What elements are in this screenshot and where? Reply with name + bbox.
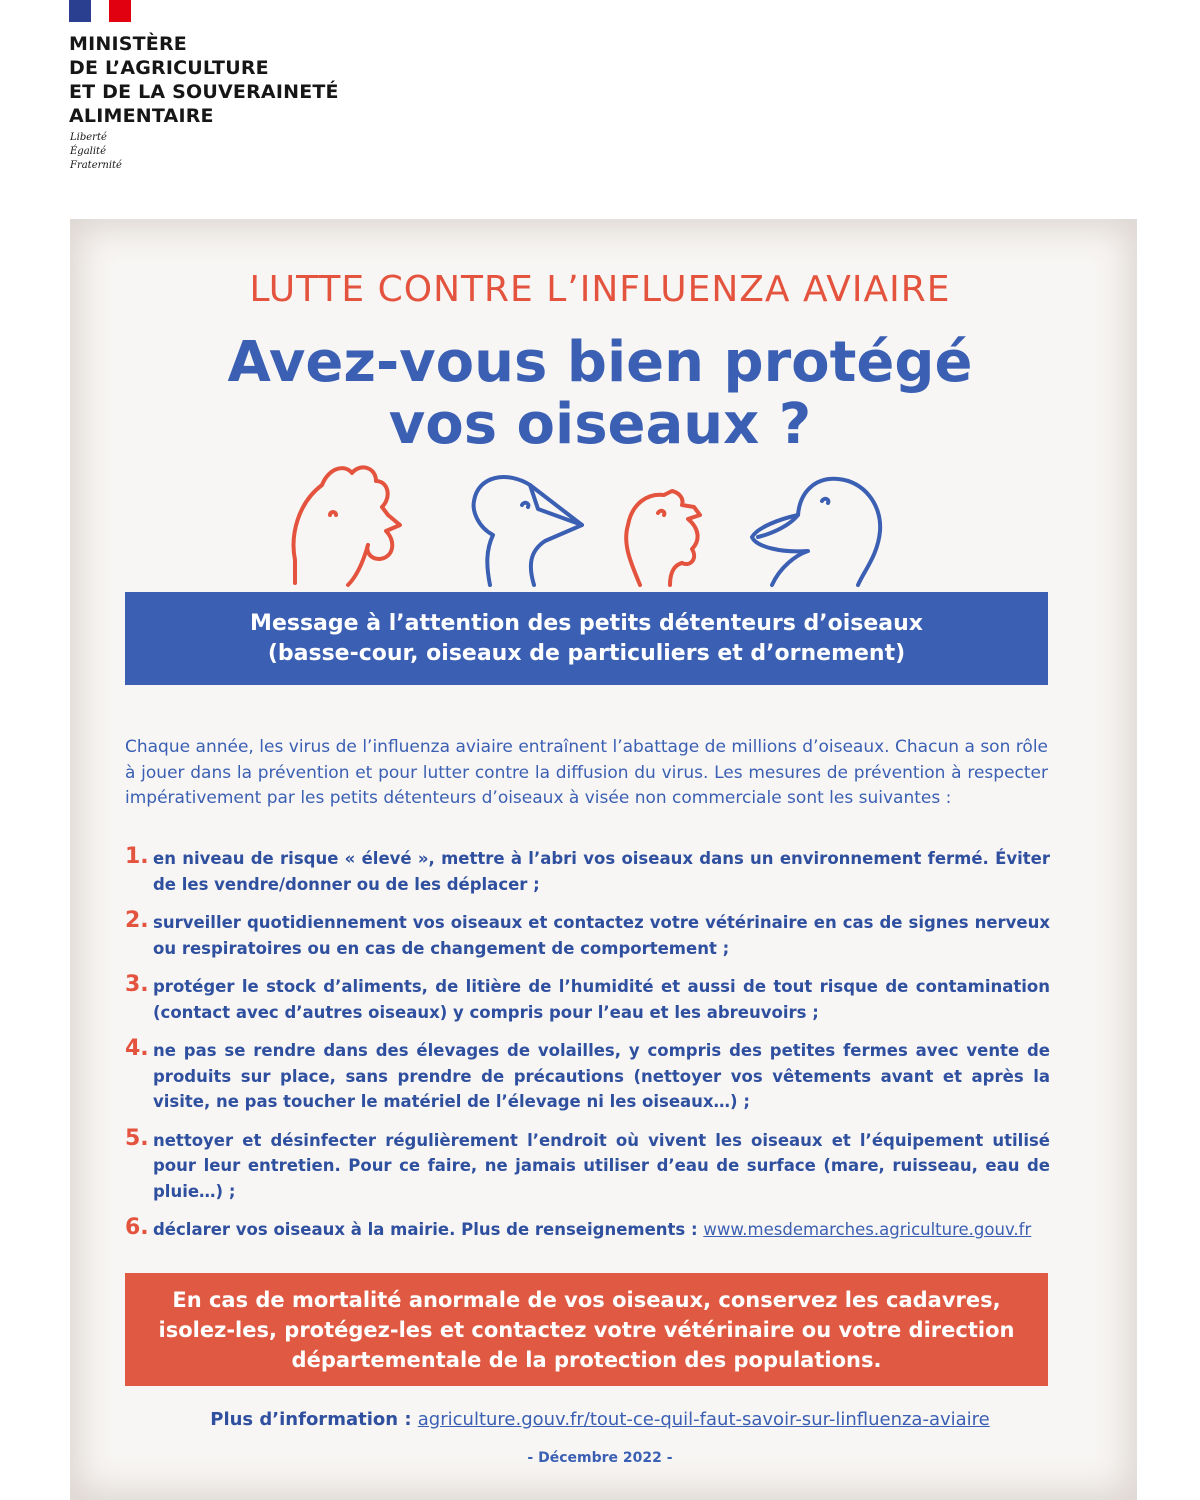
measure-item [125, 974, 1050, 1025]
intro-paragraph: Chaque année, les virus de l’influenza aviaire entraînent l’abattage de millions d’oiseaux. Chacun a son rôle à jouer dans la prévention et pour lutter contre la diffusion du virus. Les mesures de prévention à respecter impérativement par les petits détenteurs d’oiseaux à visée non commerciale sont les suivantes : [125, 737, 1048, 808]
headline-line: Avez-vous bien protégé [227, 330, 973, 395]
mortality-alert-banner [125, 1273, 1048, 1386]
more-info-label: Plus d’information : [210, 1409, 418, 1430]
audience-banner [125, 592, 1048, 685]
headline-line: vos oiseaux ? [388, 392, 812, 457]
marianne-flag-icon [69, 0, 131, 22]
measure-item [125, 1038, 1050, 1115]
measure-text: surveiller quotidiennement vos oiseaux et contactez votre vétérinaire en cas de signes nerveux ou respiratoires ou en cas de changement de comportement ; [153, 913, 1050, 958]
measure-number: 3. [125, 972, 149, 997]
goose-head-icon [474, 477, 582, 585]
measure-text: ne pas se rendre dans des élevages de volailles, y compris des petites fermes avec vente de produits sur place, sans prendre de précautions (nettoyer vos vêtements avant et après la visite, ne pas toucher le matériel de l’élevage ni les oiseaux…) ; [153, 1041, 1050, 1111]
measure-number: 4. [125, 1036, 149, 1061]
ministry-header [69, 0, 489, 190]
ministry-line: DE L’AGRICULTURE [69, 57, 269, 79]
measure-text: protéger le stock d’aliments, de litière de l’humidité et aussi de tout risque de contamination (contact avec d’autres oiseaux) y compris pour l’eau et les abreuvoirs ; [153, 977, 1050, 1022]
ministry-line: ALIMENTAIRE [69, 105, 214, 127]
publication-date: - Décembre 2022 - [527, 1450, 673, 1466]
banner-line: Message à l’attention des petits détenteurs d’oiseaux [250, 610, 923, 636]
ministry-line: ET DE LA SOUVERAINETÉ [69, 81, 339, 103]
more-info-link[interactable]: agriculture.gouv.fr/tout-ce-quil-faut-savoir-sur-linfluenza-aviaire [417, 1409, 990, 1430]
alert-line: isolez-les, protégez-les et contactez votre vétérinaire ou votre direction [158, 1317, 1015, 1342]
ministry-line: MINISTÈRE [69, 33, 187, 55]
republic-motto [70, 131, 122, 173]
poster-headline [0, 332, 1200, 456]
motto-line: Égalité [70, 146, 106, 157]
measure-item [125, 910, 1050, 961]
measure-item [125, 1217, 1050, 1243]
measure-item [125, 846, 1050, 897]
measure-number: 2. [125, 908, 149, 933]
banner-line: (basse-cour, oiseaux de particuliers et d’ornement) [267, 640, 906, 666]
measure-text: nettoyer et désinfecter régulièrement l’endroit où vivent les oiseaux et l’équipement utilisé pour leur entretien. Pour ce faire, ne jamais utiliser d’eau de surface (mare, ruisseau, eau de pluie…) ; [153, 1130, 1050, 1201]
motto-line: Fraternité [70, 160, 122, 171]
measure-item [125, 1125, 1050, 1205]
measure-text [153, 1217, 1050, 1243]
alert-line: En cas de mortalité anormale de vos oiseaux, conservez les cadavres, [172, 1287, 1001, 1312]
mesdemarches-link[interactable]: www.mesdemarches.agriculture.gouv.fr [703, 1220, 1032, 1239]
measure-number: 5. [125, 1125, 149, 1151]
motto-line: Liberté [70, 132, 107, 143]
birds-illustration [260, 455, 900, 595]
alert-line: départementale de la protection des populations. [291, 1347, 882, 1372]
measure-text-body: déclarer vos oiseaux à la mairie. Plus de renseignements : [153, 1220, 704, 1239]
turkey-head-icon [626, 491, 700, 585]
measure-text: en niveau de risque « élevé », mettre à l’abri vos oiseaux dans un environnement fermé. Éviter de les vendre/donner ou de les déplacer ; [153, 849, 1050, 894]
ministry-name [69, 32, 339, 128]
chicken-head-icon [294, 467, 400, 585]
measure-number: 6. [125, 1215, 149, 1240]
measure-number: 1. [125, 844, 149, 869]
more-info [0, 1407, 1200, 1433]
duck-head-icon [752, 479, 880, 585]
measures-list [125, 846, 1050, 1243]
poster-kicker: LUTTE CONTRE L’INFLUENZA AVIAIRE [249, 269, 951, 310]
